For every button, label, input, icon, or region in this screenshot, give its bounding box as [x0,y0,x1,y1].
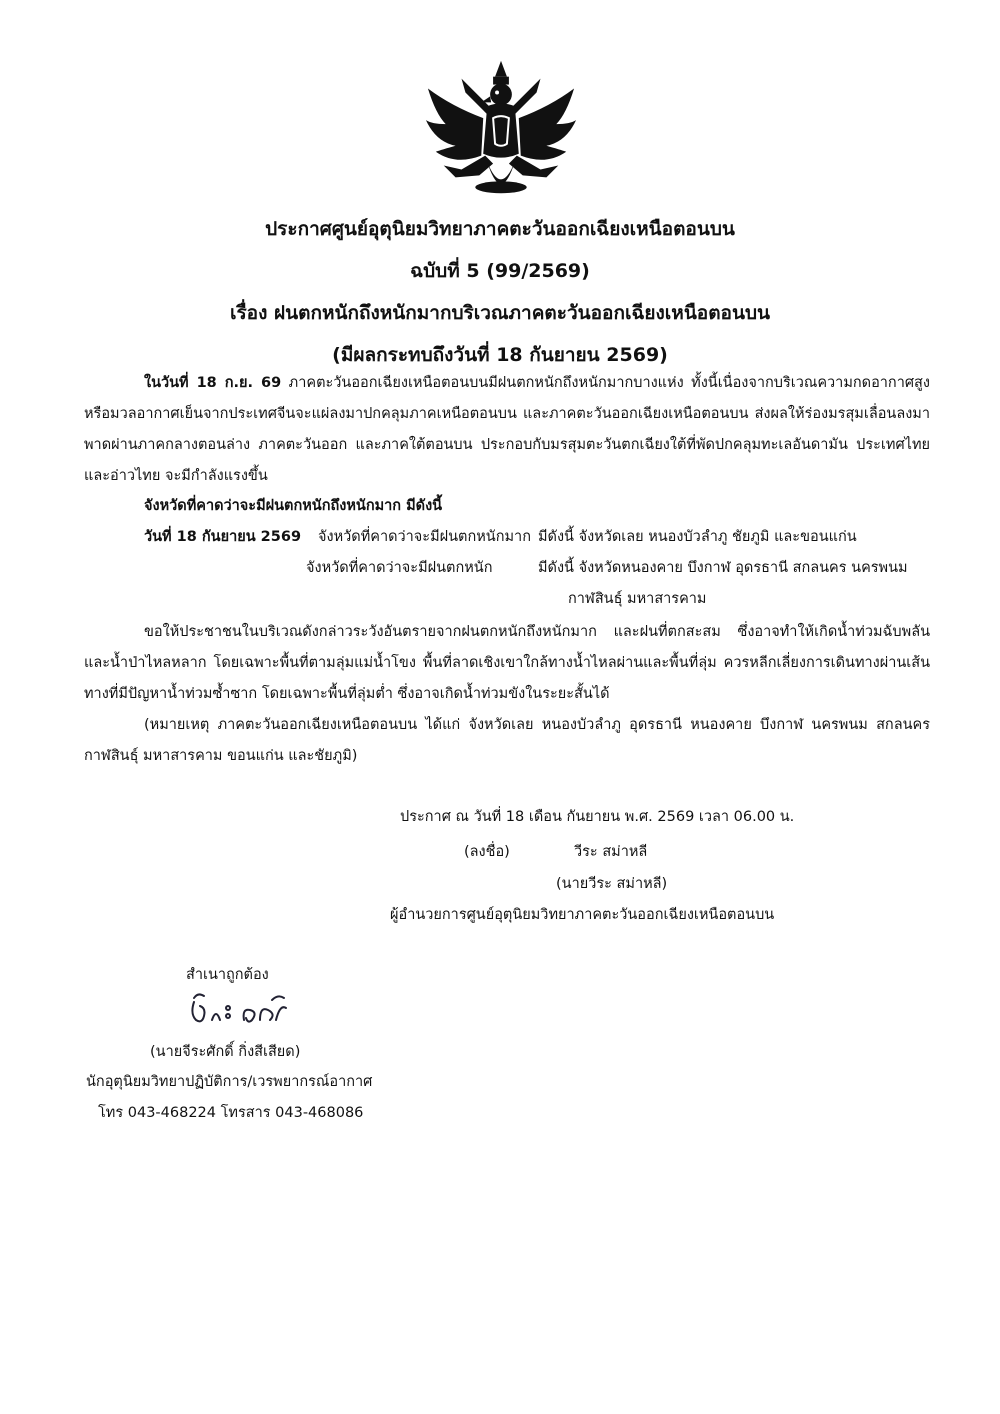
copier-position: นักอุตุนิยมวิทยาปฏิบัติการ/เวรพยากรณ์อากาศ [86,1074,373,1090]
warning-paragraph: ขอให้ประชาชนในบริเวณดังกล่าวระวังอันตรายจากฝนตกหนักถึงหนักมาก และฝนที่ตกสะสม ซึ่งอาจทำให้เกิดน้ำท่วมฉับพลันและน้ำป่าไหลหลาก โดยเฉพาะพื้นที่ตามลุ่มแม่น้ำโขง พื้นที่ลาดเชิงเขาใกล้ทางน้ำไหลผ่านและพื้นที่ลุ่ม ควรหลีกเลี่ยงการเดินทางผ่านเส้นทางที่มีปัญหาน้ำท่วมซ้ำซาก โดยเฉพาะพื้นที่ลุ่มต่ำ ซึ่งอาจเกิดน้ำท่วมขังในระยะสั้นได้ [84,624,930,702]
heavy-rain-provinces: มีดังนี้ จังหวัดหนองคาย บึงกาฬ อุดรธานี สกลนคร นครพนม [538,560,908,576]
announcement-title: ประกาศศูนย์อุตุนิยมวิทยาภาคตะวันออกเฉียงเหนือตอนบน [265,218,735,240]
situation-paragraph [84,368,930,492]
heavy-rain-label: จังหวัดที่คาดว่าจะมีฝนตกหนัก [306,560,493,576]
effective-date: (มีผลกระทบถึงวันที่ 18 กันยายน 2569) [332,344,668,366]
situation-text: ภาคตะวันออกเฉียงเหนือตอนบนมีฝนตกหนักถึงหนักมากบางแห่ง ทั้งนี้เนื่องจากบริเวณความกดอากาศสูงหรือมวลอากาศเย็นจากประเทศจีนจะแผ่ลงมาปกคลุมภาคเหนือตอนบน และภาคตะวันออกเฉียงเหนือตอนบน ส่งผลให้ร่องมรสุมเลื่อนลงมาพาดผ่านภาคกลางตอนล่าง ภาคตะวันออก และภาคใต้ตอนบน ประกอบกับมรสุมตะวันตกเฉียงใต้ที่พัดปกคลุมทะเลอันดามัน ประเทศไทย และอ่าวไทย จะมีกำลังแรงขึ้น [84,375,930,484]
paragraph-lead-date: ในวันที่ 18 ก.ย. 69 [144,375,282,391]
very-heavy-rain-provinces: มีดังนี้ จังหวัดเลย หนองบัวลำภู ชัยภูมิ และขอนแก่น [538,529,857,545]
signer-position: ผู้อำนวยการศูนย์อุตุนิยมวิทยาภาคตะวันออกเฉียงเหนือตอนบน [390,907,775,923]
subject-line: เรื่อง ฝนตกหนักถึงหนักมากบริเวณภาคตะวันออกเฉียงเหนือตอนบน [229,302,770,324]
contact-numbers: โทร 043-468224 โทรสาร 043-468086 [98,1105,364,1121]
garuda-emblem-icon [422,58,580,200]
heavy-rain-provinces-cont: กาฬสินธุ์ มหาสารคาม [568,591,707,607]
copier-name: (นายจีระศักดิ์ กิ่งสีเสียด) [150,1044,301,1060]
very-heavy-rain-label: จังหวัดที่คาดว่าจะมีฝนตกหนักมาก [318,529,531,545]
region-note: (หมายเหตุ ภาคตะวันออกเฉียงเหนือตอนบน ได้แก่ จังหวัดเลย หนองบัวลำภู อุดรธานี หนองคาย บึงกาฬ นครพนม สกลนคร กาฬสินธุ์ มหาสารคาม ขอนแก่น และชัยภูมิ) [84,717,930,764]
copy-certified: สำเนาถูกต้อง [186,967,269,983]
signer-full-name: (นายวีระ สม่าหลี) [556,876,668,892]
announced-datetime: ประกาศ ณ วันที่ 18 เดือน กันยายน พ.ศ. 2569 เวลา 06.00 น. [400,809,795,825]
handwritten-signature [186,990,296,1030]
signer-name: วีระ สม่าหลี [574,844,648,860]
forecast-date: วันที่ 18 กันยายน 2569 [144,529,302,545]
provinces-heading: จังหวัดที่คาดว่าจะมีฝนตกหนักถึงหนักมาก มีดังนี้ [144,498,443,514]
issue-number: ฉบับที่ 5 (99/2569) [410,260,590,282]
signed-label: (ลงชื่อ) [464,844,510,860]
